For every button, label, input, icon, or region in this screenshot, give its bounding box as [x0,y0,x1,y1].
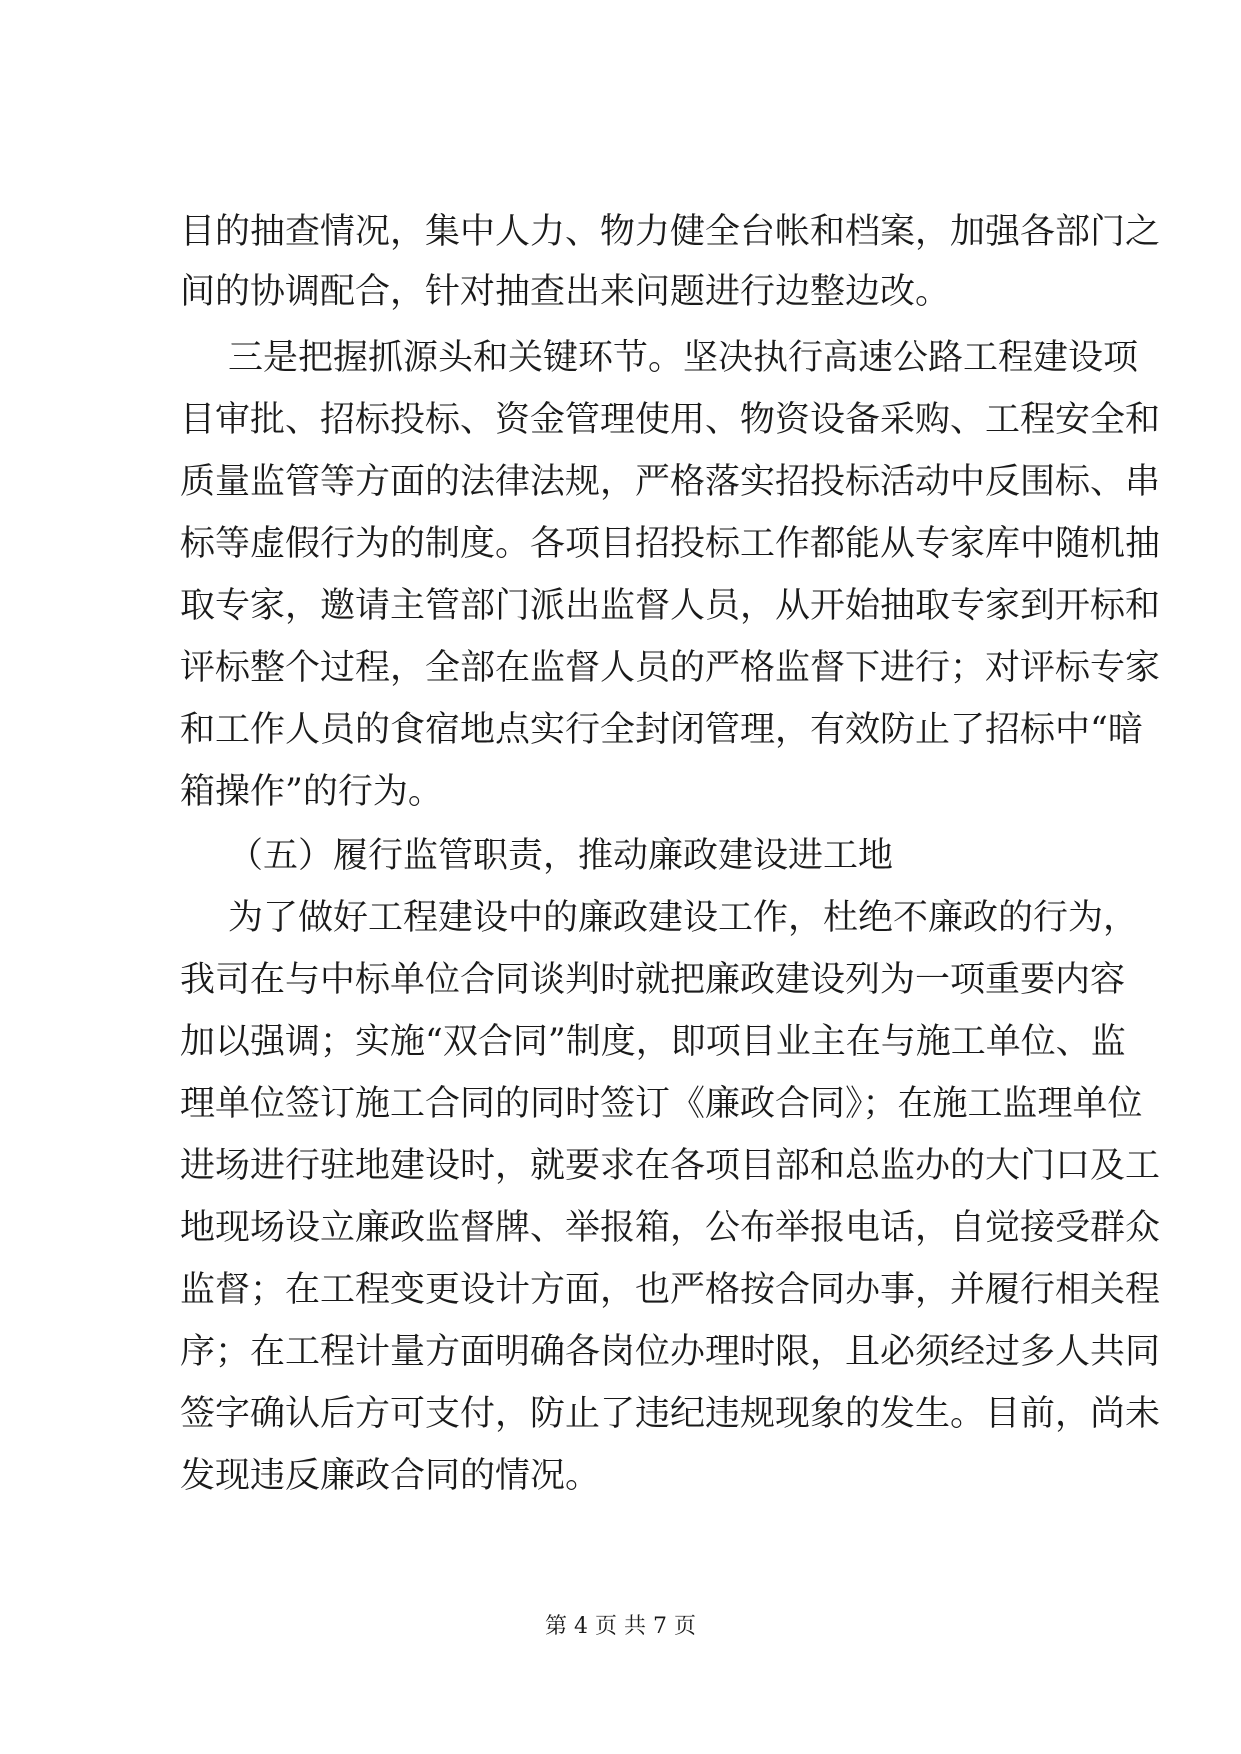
paragraph-4-line-6: 地现场设立廉政监督牌、举报箱，公布举报电话，自觉接受群众 [180,1208,1161,1248]
paragraph-2-line-1: 三是把握抓源头和关键环节。坚决执行高速公路工程建设项 [228,338,1139,378]
paragraph-4-line-1: 为了做好工程建设中的廉政建设工作，杜绝不廉政的行为， [228,898,1139,938]
paragraph-4-line-8: 序；在工程计量方面明确各岗位办理时限，且必须经过多人共同 [180,1332,1161,1372]
paragraph-4-line-7: 监督；在工程变更设计方面，也严格按合同办事，并履行相关程 [180,1270,1161,1310]
paragraph-2-line-4: 标等虚假行为的制度。各项目招投标工作都能从专家库中随机抽 [180,524,1161,564]
paragraph-1-line-2: 间的协调配合，针对抽查出来问题进行边整边改。 [180,272,951,312]
paragraph-4-line-5: 进场进行驻地建设时，就要求在各项目部和总监办的大门口及工 [180,1146,1161,1186]
paragraph-2-line-5: 取专家，邀请主管部门派出监督人员，从开始抽取专家到开标和 [180,586,1161,626]
paragraph-2-line-7: 和工作人员的食宿地点实行全封闭管理，有效防止了招标中“暗 [180,710,1143,750]
section-heading: （五）履行监管职责，推动廉政建设进工地 [228,836,894,876]
paragraph-2-line-3: 质量监管等方面的法律法规，严格落实招投标活动中反围标、串 [180,462,1161,502]
paragraph-2-line-2: 目审批、招标投标、资金管理使用、物资设备采购、工程安全和 [180,400,1161,440]
paragraph-4-line-10: 发现违反廉政合同的情况。 [180,1456,601,1496]
paragraph-4-line-2: 我司在与中标单位合同谈判时就把廉政建设列为一项重要内容 [180,960,1126,1000]
paragraph-2-line-6: 评标整个过程，全部在监督人员的严格监督下进行；对评标专家 [180,648,1161,688]
paragraph-1-line-1: 目的抽查情况，集中人力、物力健全台帐和档案，加强各部门之 [180,212,1161,252]
paragraph-4-line-9: 签字确认后方可支付，防止了违纪违规现象的发生。目前，尚未 [180,1394,1161,1434]
paragraph-2-line-8: 箱操作”的行为。 [180,772,443,812]
paragraph-4-line-4: 理单位签订施工合同的同时签订《廉政合同》；在施工监理单位 [180,1084,1143,1124]
page-number-footer: 第 4 页 共 7 页 [545,1614,696,1639]
paragraph-4-line-3: 加以强调；实施“双合同”制度，即项目业主在与施工单位、监 [180,1022,1126,1062]
